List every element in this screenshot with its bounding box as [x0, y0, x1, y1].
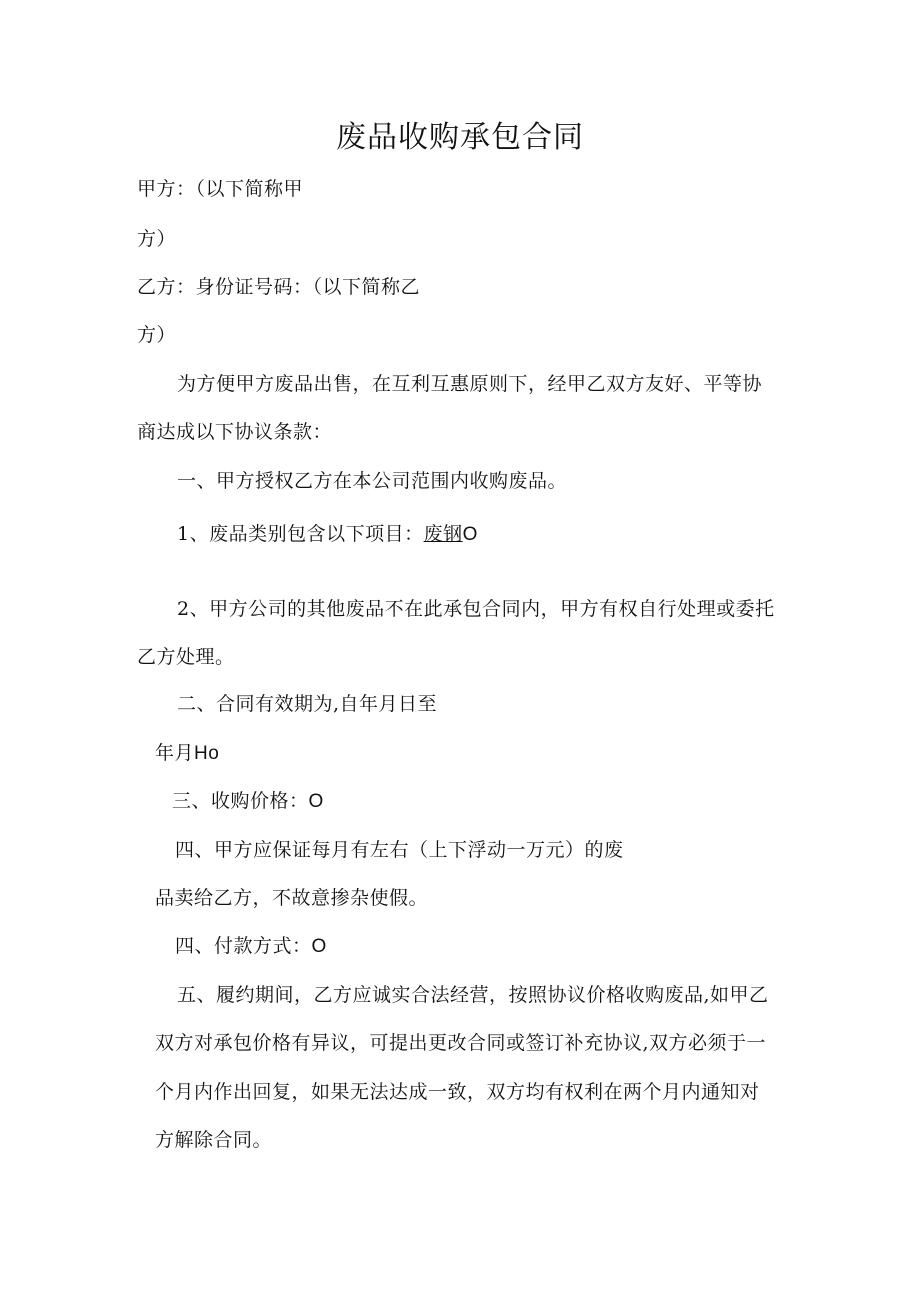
clause-1-1 — [177, 522, 478, 547]
clause-5-line-1: 五、履约期间，乙方应诚实合法经营，按照协议价格收购废品,如甲乙 — [177, 984, 769, 1006]
party-b-line-1: 乙方：身份证号码：（以下简称乙 — [137, 276, 421, 298]
clause-1-2-line-2: 乙方处理。 — [137, 646, 235, 668]
clause-1-2-line-1: 2、甲方公司的其他废品不在此承包合同内，甲方有权自行处理或委托 — [177, 598, 775, 620]
clause-2-line-1: 二、合同有效期为,自年月日至 — [177, 693, 438, 715]
clause-4b — [175, 934, 327, 959]
clause-1-1-underlined-item: 废钢 — [423, 523, 463, 545]
clause-4a-line-1: 四、甲方应保证每月有左右（上下浮动一万元）的废 — [175, 839, 624, 861]
intro-line-2: 商达成以下协议条款： — [137, 421, 333, 443]
clause-2-line-2 — [155, 741, 219, 766]
clause-3 — [172, 789, 324, 814]
clause-3-prefix: 三、收购价格： — [172, 790, 309, 812]
clause-5-line-4: 方解除合同。 — [155, 1129, 273, 1151]
clause-5-line-3: 个月内作出回复，如果无法达成一致，双方均有权利在两个月内通知对 — [155, 1081, 760, 1103]
clause-3-suffix: O — [308, 791, 324, 812]
intro-line-1: 为方便甲方废品出售，在互利互惠原则下，经甲乙双方友好、平等协 — [177, 373, 763, 395]
clause-1-1-prefix: 1、废品类别包含以下项目： — [177, 523, 424, 545]
party-a-line-2: 方） — [137, 228, 177, 250]
clause-4b-suffix: O — [311, 936, 327, 957]
party-a-line-1: 甲方：（以下简称甲 — [137, 178, 304, 200]
clause-1: 一、甲方授权乙方在本公司范围内收购废品。 — [177, 470, 568, 492]
document-title: 废品收购承包合同 — [336, 120, 584, 155]
clause-2-line-2-prefix: 年月 — [155, 742, 195, 764]
clause-1-1-suffix: O — [462, 524, 478, 545]
clause-4b-prefix: 四、付款方式： — [175, 935, 312, 957]
clause-2-line-2-suffix: Ho — [194, 743, 220, 764]
party-b-line-2: 方） — [137, 324, 177, 346]
clause-5-line-2: 双方对承包价格有异议，可提出更改合同或签订补充协议,双方必须于一 — [155, 1032, 767, 1054]
clause-4a-line-2: 品卖给乙方，不故意掺杂使假。 — [155, 887, 429, 909]
